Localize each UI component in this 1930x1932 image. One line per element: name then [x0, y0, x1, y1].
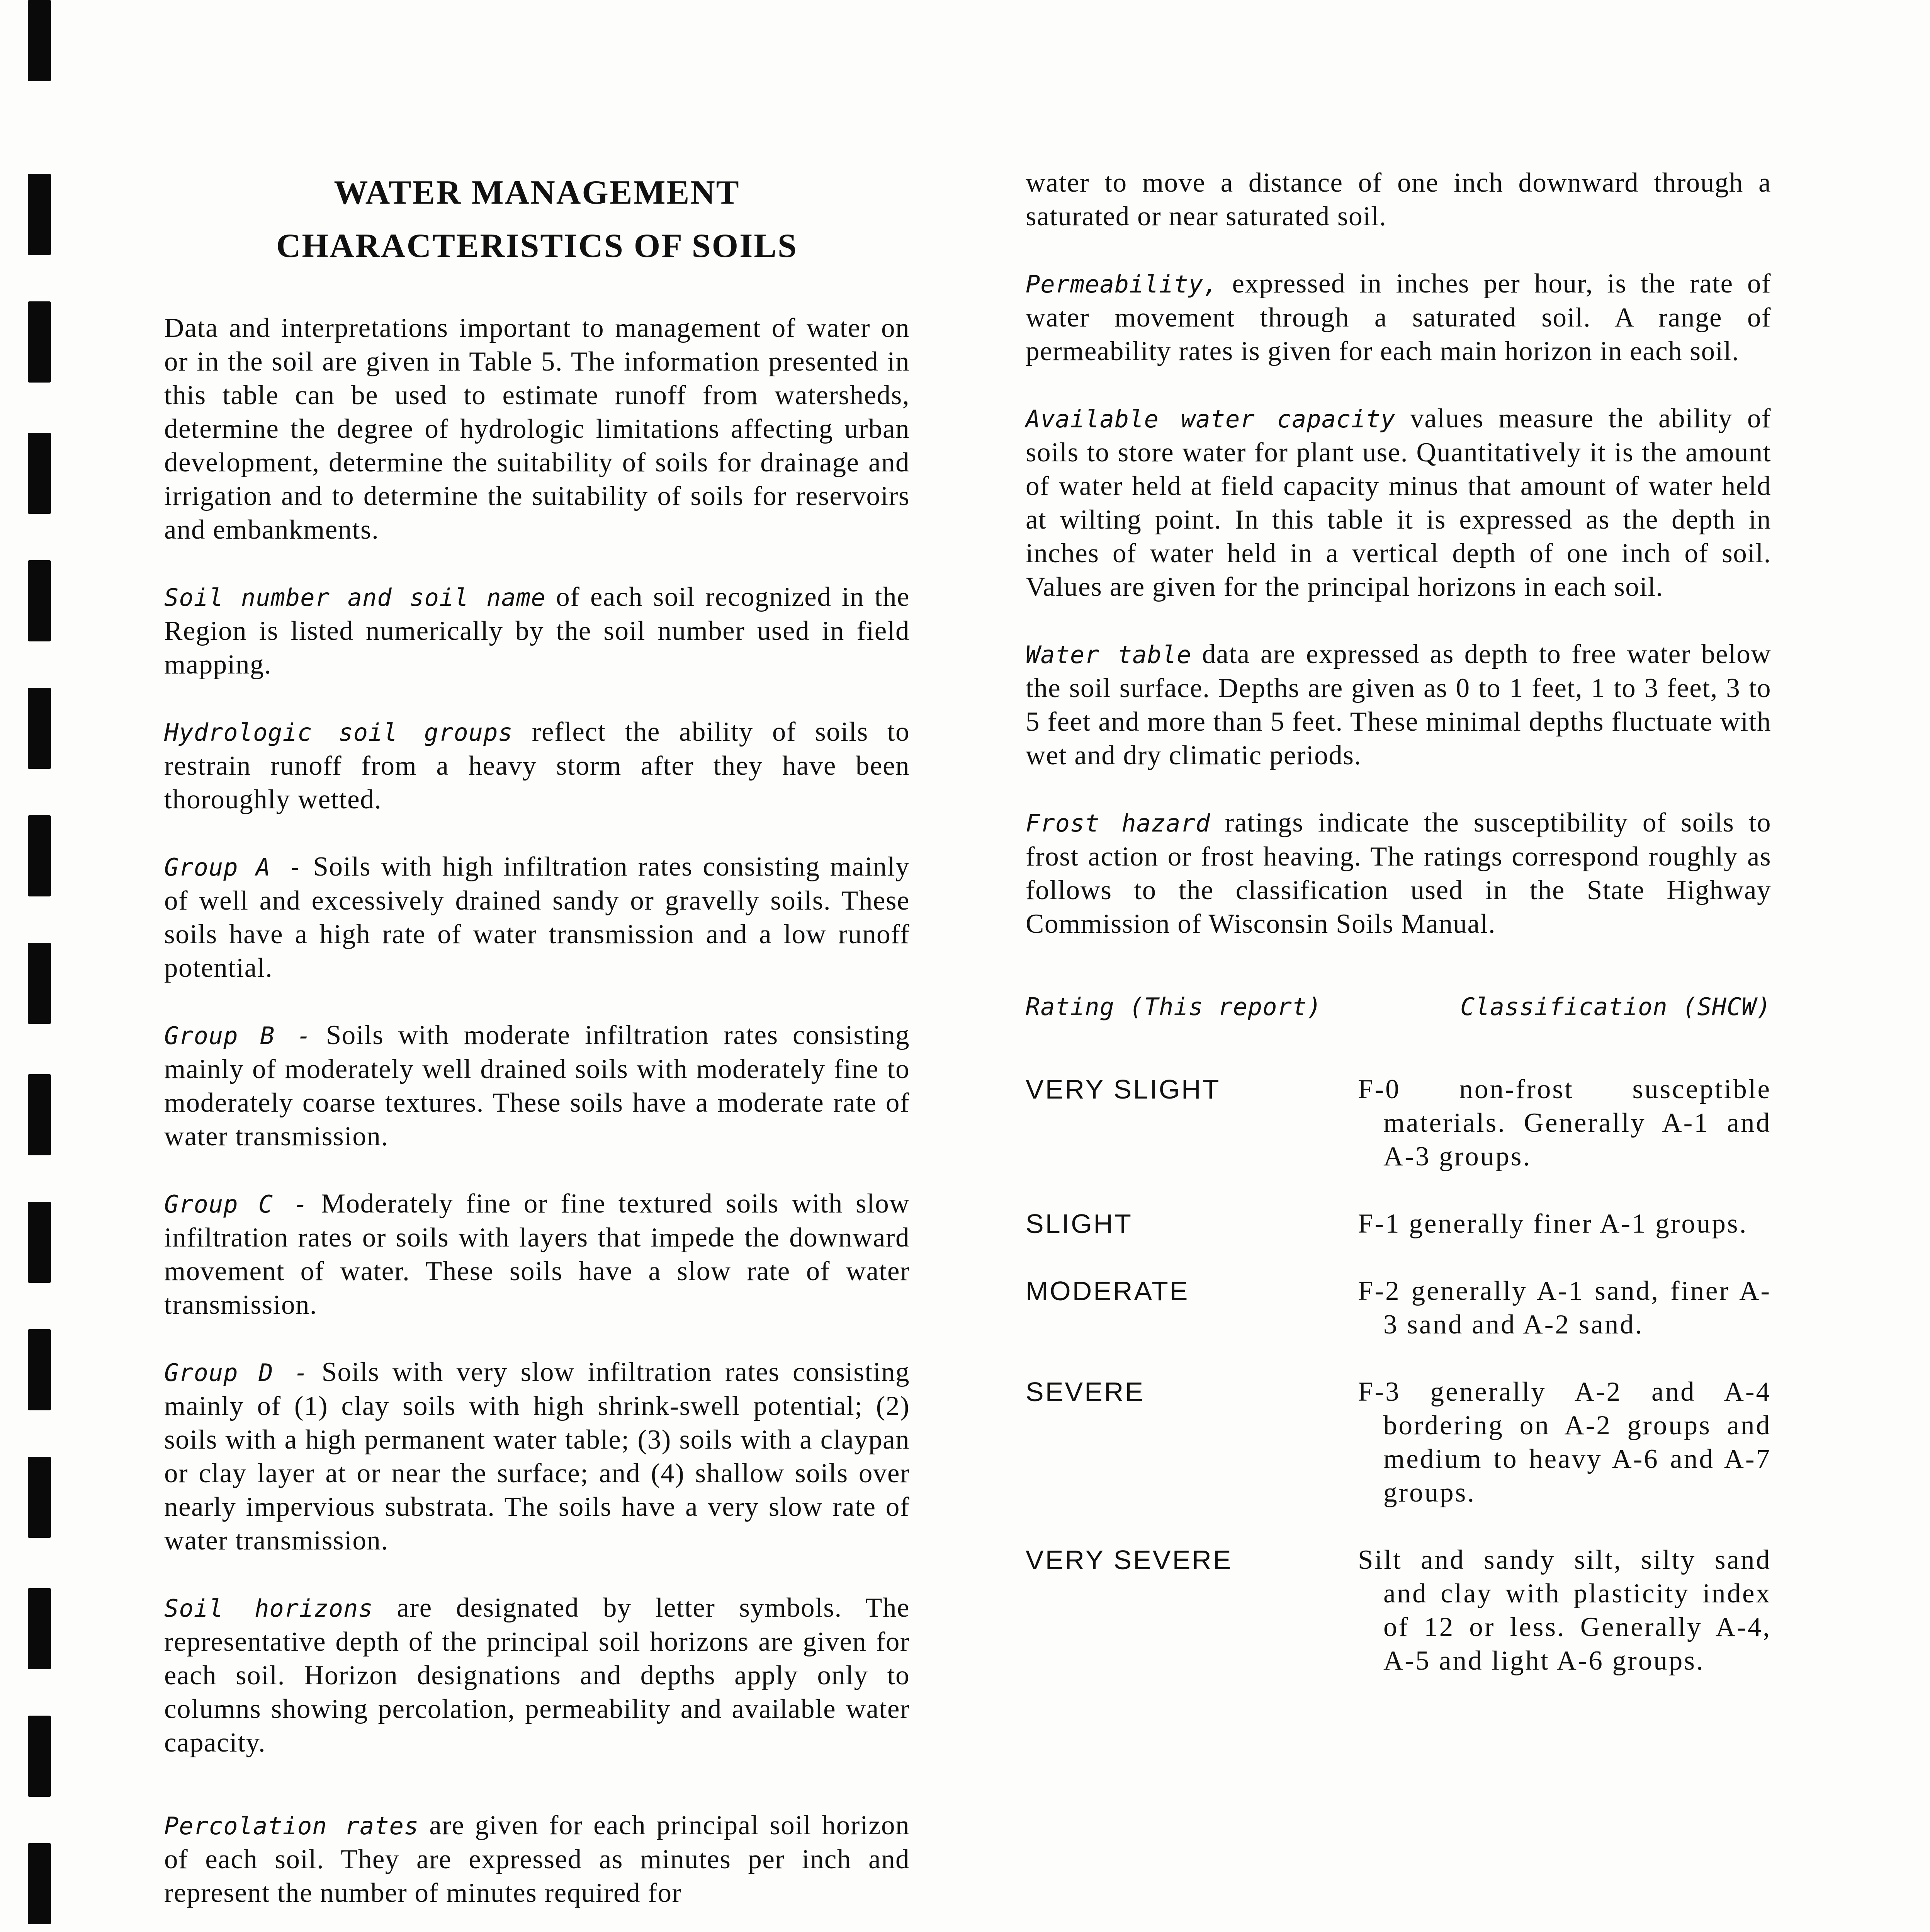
water-table-term: Water table: [1026, 641, 1192, 669]
binding-hole: [28, 301, 51, 383]
binding-hole: [28, 1716, 51, 1797]
permeability-text: expressed in inches per hour, is the rate of water movement through a saturated soil. A range of permeability rates is given for each main horizon in each soil.: [1026, 269, 1771, 366]
binding-hole: [28, 815, 51, 896]
right-column: [1026, 166, 1771, 1678]
binding-hole: [28, 0, 51, 81]
binding-hole: [28, 1329, 51, 1410]
water-table-paragraph: [1026, 638, 1771, 772]
rating-classification: F-1 generally finer A-1 groups.: [1358, 1209, 1748, 1239]
title-line-1: WATER MANAGEMENT: [334, 174, 740, 211]
group-a-paragraph: [164, 850, 910, 985]
rating-classification: F-3 generally A-2 and A-4 bordering on A-2 groups and medium to heavy A-6 and A-7 groups.: [1358, 1377, 1771, 1508]
rating-name: SEVERE: [1026, 1377, 1145, 1407]
permeability-term: Permeability,: [1026, 270, 1218, 298]
frost-hazard-text: ratings indicate the susceptibility of soils to frost action or frost heaving. The ratings correspond roughly as follows to the classification used in the State Highway Commission of Wisconsin Soils Manual.: [1026, 808, 1771, 939]
group-a-text: Soils with high infiltration rates consisting mainly of well and excessively drained sandy or gravelly soils. These soils have a high rate of water transmission and a low runoff potential.: [164, 852, 910, 983]
continuation-paragraph: water to move a distance of one inch downward through a saturated or near saturated soil.: [1026, 168, 1771, 231]
group-d-term: Group D -: [164, 1359, 309, 1387]
group-c-text: Moderately fine or fine textured soils with slow infiltration rates or soils with layers that impede the downward movement of water. These soils have a slow rate of water transmission.: [164, 1189, 910, 1320]
rating-classification: F-2 generally A-1 sand, finer A-3 sand and A-2 sand.: [1358, 1276, 1771, 1340]
rating-table-header: [1026, 990, 1771, 1024]
available-water-capacity-text: values measure the ability of soils to store water for plant use. Quantitatively it is the amount of water held at field capacity minus that amount of water held at wilting point. In this table it is expressed as the depth in inches of water held in a vertical depth of one inch of soil. Values are given for the principal horizons in each soil.: [1026, 403, 1771, 602]
binding-hole: [28, 1588, 51, 1669]
soil-number-text: of each soil recognized in the Region is listed numerically by the soil number used in field mapping.: [164, 582, 910, 680]
left-column: [164, 166, 910, 1910]
rating-row-moderate: [1026, 1274, 1771, 1342]
binding-hole: [28, 1202, 51, 1283]
soil-horizons-paragraph: [164, 1591, 910, 1760]
percolation-text: are given for each principal soil horizon of each soil. They are expressed as minutes per inch and represent the number of minutes required for: [164, 1810, 910, 1908]
rating-classification: F-0 non-frost susceptible materials. Generally A-1 and A-3 groups.: [1358, 1074, 1771, 1172]
page-title: [164, 166, 910, 273]
hydrologic-groups-paragraph: [164, 715, 910, 816]
hydrologic-groups-term: Hydrologic soil groups: [164, 718, 513, 747]
title-line-2: CHARACTERISTICS OF SOILS: [276, 227, 798, 265]
binding-holes: [28, 0, 51, 1932]
percolation-paragraph: [164, 1809, 910, 1910]
group-b-text: Soils with moderate infiltration rates consisting mainly of moderately well drained soils with moderately fine to moderately coarse textures. These soils have a moderate rate of water transmission.: [164, 1020, 910, 1151]
binding-hole: [28, 688, 51, 769]
frost-hazard-term: Frost hazard: [1026, 809, 1211, 837]
rating-row-very-severe: [1026, 1543, 1771, 1678]
binding-hole: [28, 174, 51, 255]
water-table-text: data are expressed as depth to free water below the soil surface. Depths are given as 0 to 1 feet, 1 to 3 feet, 3 to 5 feet and more than 5 feet. These minimal depths fluctuate with wet and dry climatic periods.: [1026, 639, 1771, 770]
available-water-capacity-term: Available water capacity: [1026, 405, 1396, 433]
available-water-capacity-paragraph: [1026, 402, 1771, 604]
hydrologic-groups-text: reflect the ability of soils to restrain runoff from a heavy storm after they have been thoroughly wetted.: [164, 717, 910, 815]
rating-name: MODERATE: [1026, 1276, 1189, 1306]
soil-horizons-term: Soil horizons: [164, 1594, 373, 1622]
frost-hazard-paragraph: [1026, 806, 1771, 941]
binding-hole: [28, 1074, 51, 1155]
percolation-term: Percolation rates: [164, 1812, 419, 1840]
rating-row-slight: [1026, 1207, 1771, 1241]
group-a-term: Group A -: [164, 853, 303, 881]
rating-name: VERY SLIGHT: [1026, 1074, 1221, 1104]
group-c-paragraph: [164, 1187, 910, 1322]
group-b-paragraph: [164, 1019, 910, 1153]
rating-name: VERY SEVERE: [1026, 1545, 1233, 1575]
binding-hole: [28, 943, 51, 1024]
soil-horizons-text: are designated by letter symbols. The representative depth of the principal soil horizons are given for each soil. Horizon designations and depths apply only to columns showing percolation, permeability and available water capacity.: [164, 1593, 910, 1758]
rating-name: SLIGHT: [1026, 1209, 1133, 1239]
group-c-term: Group C -: [164, 1190, 308, 1218]
rating-row-severe: [1026, 1375, 1771, 1510]
permeability-paragraph: [1026, 267, 1771, 368]
rating-header-right: Classification (SHCW): [1460, 993, 1771, 1021]
binding-hole: [28, 1457, 51, 1538]
binding-hole: [28, 1843, 51, 1924]
group-d-paragraph: [164, 1355, 910, 1558]
binding-hole: [28, 433, 51, 514]
group-b-term: Group B -: [164, 1022, 312, 1050]
intro-paragraph: Data and interpretations important to management of water on or in the soil are given in Table 5. The information presented in this table can be used to estimate runoff from watersheds, determine the degree of hydrologic limitations affecting urban development, determine the suitability of soils for drainage and irrigation and to determine the suitability of soils for reservoirs and embankments.: [164, 313, 910, 545]
rating-classification: Silt and sandy silt, silty sand and clay with plasticity index of 12 or less. Generally A-4, A-5 and light A-6 groups.: [1358, 1545, 1771, 1676]
soil-number-term: Soil number and soil name: [164, 583, 546, 612]
soil-number-paragraph: [164, 580, 910, 682]
rating-header-left: Rating (This report): [1026, 993, 1322, 1021]
rating-row-very-slight: [1026, 1073, 1771, 1173]
group-d-text: Soils with very slow infiltration rates consisting mainly of (1) clay soils with high shrink-swell potential; (2) soils with a high permanent water table; (3) soils with a claypan or clay layer at or near the surface; and (4) shallow soils over nearly impervious substrata. The soils have a very slow rate of water transmission.: [164, 1357, 910, 1556]
binding-hole: [28, 560, 51, 641]
